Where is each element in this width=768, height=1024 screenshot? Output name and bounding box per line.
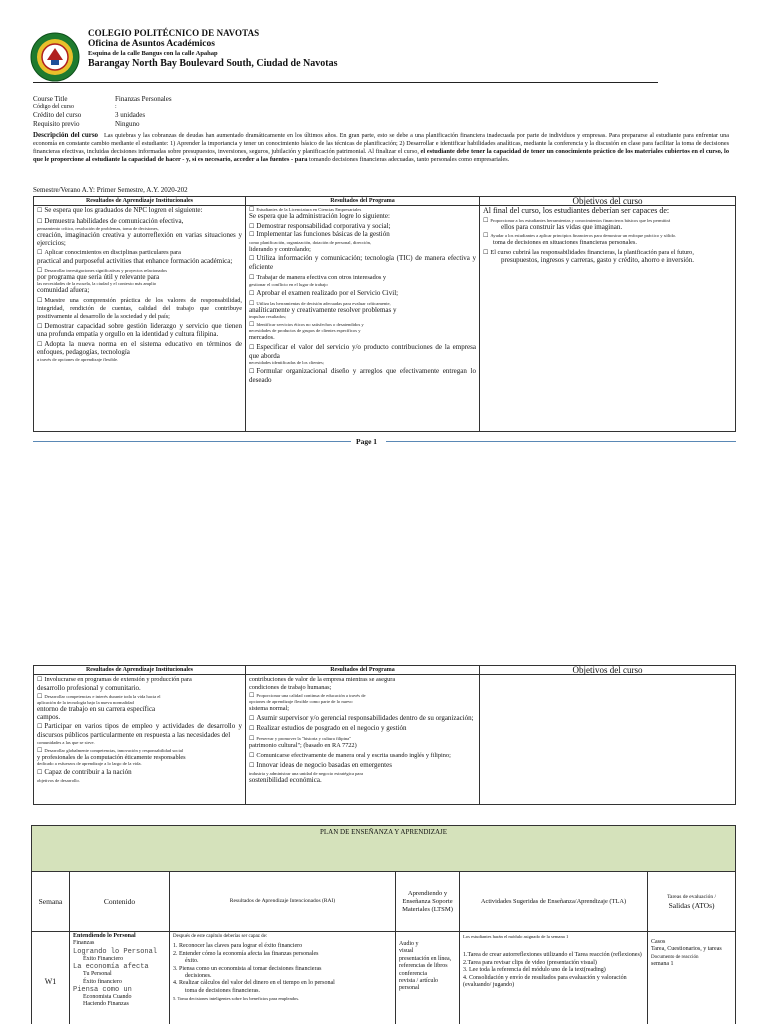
list-item: las necesidades de la escuela, la ciudad y el contexto más amplio — [37, 281, 157, 287]
list-item: Audio y — [399, 941, 419, 947]
course-code-value: : — [115, 104, 117, 110]
list-item: Entendiendo lo Personal — [73, 933, 136, 939]
ltsm-cell — [396, 932, 460, 1024]
institutional-outcomes-header: Resultados de Aprendizaje Institucionales — [34, 197, 246, 206]
list-item: contribuciones de valor de la empresa mientras se asegura — [249, 676, 396, 683]
list-item: visual — [399, 948, 414, 955]
program-outcomes-header: Resultados del Programa — [246, 197, 480, 206]
course-description — [33, 131, 729, 164]
course-objectives-cell — [480, 206, 736, 432]
course-objectives-cell — [480, 675, 736, 805]
ltsm-header: Aprendiendo y Enseñanza Soporte Materiales (LTSM) — [396, 872, 460, 932]
rai-header: Resultados de Aprendizaje Intencionados (RAI) — [170, 872, 396, 932]
list-item: comunidad afuera; — [37, 286, 90, 295]
list-item: necesidades identificadas de los clientes; — [249, 360, 325, 366]
list-item: ☐ Muestre una comprensión práctica de los valores de responsabilidad, integridad, rendición de cuentas, calidad del trabajo que contribuye positivamente al desarrollo de la sociedad y del país; — [37, 296, 242, 320]
content-cell — [70, 932, 170, 1024]
list-item: ☐ Ayudar a los estudiantes a aplicar principios financieros para demostrar un enfoque práctico y sólido. — [483, 233, 677, 240]
list-item: ☐ El curso cubrirá las responsabilidades financieras, la planificación para el futuro, — [483, 248, 694, 256]
outcomes-table-2 — [33, 665, 736, 805]
list-item: ☐ Aprobar el examen realizado por el Servicio Civil; — [249, 289, 399, 298]
list-item: presupuestos, ingresos y carreras, gasto y crédito, ahorro e inversión. — [501, 256, 695, 265]
ato-cell — [648, 932, 736, 1024]
list-item: campos. — [37, 712, 61, 721]
list-item: 1. Reconocer las claves para lograr el éxito financiero — [173, 943, 303, 950]
list-item: Éxito financiero — [83, 978, 122, 985]
list-item: ☐ Aplicar conocimientos en disciplinas particulares para — [37, 249, 181, 257]
page-divider-left — [33, 441, 351, 442]
list-item: Documento de reacción — [651, 954, 699, 960]
list-item: entorno de trabajo en su carrera específica — [37, 705, 156, 714]
barangay-address: Barangay North Bay Boulevard South, Ciudad de Navotas — [88, 58, 338, 69]
list-item: pensamiento crítico, resolución de problemas, toma de decisiones, — [37, 226, 159, 232]
list-item: gestionar el conflicto en el lugar de trabajo — [249, 282, 328, 288]
list-item: sistema normal; — [249, 705, 290, 713]
list-item: ☐ Demostrar capacidad sobre gestión liderazgo y servicio que tienen una profunda empatía y orgullo en la identidad y cultura filipina. — [37, 321, 242, 339]
list-item: Casos — [651, 939, 666, 945]
list-item: ☐ Desarrollar competencias e interés durante toda la vida hacia el — [37, 694, 161, 701]
list-item: desarrollo profesional y comunitario. — [37, 683, 141, 692]
institutional-outcomes-cell — [34, 675, 246, 805]
list-item: decisiones. — [185, 973, 212, 980]
list-item: ☐ Preservar y promover la "historia y cultura filipina" — [249, 735, 352, 742]
street-address: Esquina de la calle Bangus con la calle Apahap — [88, 50, 218, 57]
list-item: ☐ Innovar ideas de negocio basadas en emergentes — [249, 761, 392, 770]
list-item: toma de decisiones en situaciones financieras personales. — [493, 239, 637, 247]
course-credit-label: Crédito del curso — [33, 111, 82, 119]
list-item: impulsar resultados; — [249, 314, 287, 320]
list-item: objetivos de desarrollo. — [37, 777, 80, 783]
list-item: ☐ Comunicarse efectivamente de manera oral y escrita usando inglés y filipino; — [249, 751, 451, 759]
list-item: liderando y controlando; — [249, 245, 311, 253]
list-item: ☐ Especificar el valor del servicio y/o producto contribuciones de la empresa que aborda — [249, 342, 476, 360]
list-item: presentación en línea, — [399, 955, 452, 962]
list-item: 2. Entender cómo la economía afecta las finanzas personales — [173, 950, 319, 957]
course-objectives-header: Objetivos del curso — [480, 197, 736, 206]
list-item: ☐ Proporcionar una calidad continua de educación a través de — [249, 693, 366, 700]
list-item: creación, imaginación creativa y autorreflexión en varias situaciones y ejercicios; — [37, 231, 242, 247]
list-item: ☐ Desarrollar globalmente competencias, innovación y responsabilidad social — [37, 747, 184, 754]
list-item: Al final del curso, los estudiantes deberían ser capaces de: — [483, 206, 670, 215]
letterhead — [88, 28, 648, 69]
list-item: como planificación, organización, dotación de personal, dirección, — [249, 239, 372, 245]
list-item: ☐ Formular organizacional diseño y arreglos que efectivamente entregan lo deseado — [249, 367, 476, 384]
list-item: practical and purposeful activities that enhance formación académica; — [37, 256, 233, 265]
list-item: 5. Toma decisiones inteligentes sobre los beneficios para empleados. — [173, 996, 300, 1002]
list-item: patrimonio cultural"; (basado en RA 7722) — [249, 741, 357, 749]
list-item: ☐ Involucrarse en programas de extensión y producción para — [37, 676, 192, 683]
program-outcomes-cell — [246, 206, 480, 432]
ato-header-small: Tareas de evaluación / — [667, 894, 716, 900]
list-item: ☐ Demostrar responsabilidad corporativa y social; — [249, 221, 391, 230]
list-item: toma de decisiones financieras. — [185, 987, 260, 994]
list-item: opciones de aprendizaje flexible como parte de lo nuevo — [249, 699, 353, 705]
course-objectives-header: Objetivos del curso — [480, 666, 736, 675]
list-item: revista / artículo — [399, 978, 438, 985]
college-name: COLEGIO POLITÉCNICO DE NAVOTAS — [88, 28, 260, 38]
list-item: éxito. — [185, 958, 199, 965]
list-item: ☐ Adopta la nueva norma en el sistema educativo en términos de enfoques, pedagogías, tecnología — [37, 339, 242, 357]
list-item: ☐ Utiliza las herramientas de decisión adecuadas para evaluar críticamente, — [249, 300, 391, 307]
list-item: Finanzas — [73, 940, 95, 947]
list-item: Haciendo Finanzas — [83, 1001, 129, 1008]
list-item: semana 1 — [651, 961, 674, 968]
list-item: 3. Lee toda la referencia del módulo uno de la text(reading) — [463, 967, 606, 974]
list-item: ☐ Estudiantes de la Licenciatura en Ciencias Empresariales — [249, 207, 362, 213]
teaching-plan-table — [31, 825, 736, 1024]
course-title-label: Course Title — [33, 95, 68, 103]
list-item: 2.Tarea para revisar clips de video (presentación visual) — [463, 959, 597, 966]
office-name: Oficina de Asuntos Académicos — [88, 39, 215, 49]
list-item: ☐ Identificar servicios éticos no satisfechos o desatendidos y — [249, 322, 364, 329]
list-item: Piensa como un — [73, 986, 132, 995]
prerequisite-value: Ninguno — [115, 120, 140, 128]
prerequisite-label: Requisito previo — [33, 120, 80, 128]
list-item: aplicación de la tecnología bajo la nueva normalidad — [37, 700, 134, 706]
list-item: comunidades a las que se sirve. — [37, 739, 95, 745]
list-item: Economista Cuando — [83, 994, 132, 1001]
tla-cell — [460, 932, 648, 1024]
list-item: ☐ Demuestra habilidades de comunicación efectiva, — [37, 216, 184, 225]
week-header: Semana — [32, 872, 70, 932]
course-title-value: Finanzas Personales — [115, 95, 172, 103]
list-item: ☐ Participar en varios tipos de empleo y actividades de desarrollo y discursos públicos particularmente en respuesta a las necesidades del — [37, 722, 242, 739]
semester-line: Semestre/Verano A.Y: Primer Semestre, A.Y. 2020-202 — [33, 186, 188, 194]
list-item: a través de opciones de aprendizaje flexible. — [37, 356, 119, 362]
list-item: por programa que sería útil y relevante para — [37, 272, 160, 281]
list-item: ☐ Desarrollar investigaciones significativas y proyectos relacionados — [37, 267, 167, 274]
list-item: 3. Piensa como un economista al tomar decisiones financieras — [173, 965, 322, 972]
list-item: ☐ Implementar las funciones básicas de la gestión — [249, 230, 390, 239]
college-seal-logo — [30, 32, 80, 82]
list-item: y profesionales de la computación éticamente responsables — [37, 753, 186, 761]
list-item: Los estudiantes harán el módulo asignado de la semana 1 — [463, 934, 569, 939]
list-item: ☐ Capaz de contribuir a la nación — [37, 768, 132, 777]
list-item: 4. Realizar cálculos del valor del dinero en el tiempo en lo personal — [173, 980, 335, 987]
list-item: Se espera que la administración logre lo siguiente: — [249, 212, 390, 220]
list-item: conferencia — [399, 970, 427, 977]
program-outcomes-header: Resultados del Programa — [246, 666, 480, 675]
rai-cell — [170, 932, 396, 1024]
course-description-end: tomando decisiones financieras adecuadas, tanto personales como empresariales. — [309, 156, 510, 163]
week-cell: W1 — [32, 932, 70, 1024]
list-item: ☐ Utiliza información y comunicación; tecnología (TIC) de manera efectiva y eficiente — [249, 254, 476, 271]
course-description-label: Descripción del curso — [33, 131, 99, 139]
list-item: mercados. — [249, 334, 275, 342]
program-outcomes-cell — [246, 675, 480, 805]
list-item: ☐ Realizar estudios de posgrado en el negocio y gestión — [249, 724, 407, 733]
outcomes-table-1 — [33, 196, 736, 432]
header-divider — [33, 82, 658, 83]
course-description-text: Las quiebras y las cobranzas de deudas han aumentado dramáticamente en los últimos años. En gran parte, esto se debe a una planificación financiera inadecuada por parte de individuos y empresas. Para prepararse al estudiante para enfrentar una economía en constante cambio mediante el estudiante: 1) Aprender la importancia y tener un conocimiento básico de las técnicas de planificación; 2) Desarrollar e identificar habilidades analíticas, mediante la conferencia y la discusión en clase para facilitar la toma de decisiones financieras efectivas, incluidas decisiones informadas sobre presupuestos, inversiones, seguros, jubilación y planificación patrimonial. Al finalizar el curso, — [33, 132, 729, 155]
course-credit-value: 3 unidades — [115, 111, 146, 119]
list-item: referencias de libros — [399, 963, 448, 970]
plan-title: PLAN DE ENSEÑANZA Y APRENDIZAJE — [32, 826, 736, 872]
list-item: Tu Personal — [83, 971, 112, 978]
list-item: necesidades de productos de grupos de clientes específicos y — [249, 328, 361, 334]
list-item: 1.Tarea de crear autorreflexiones utilizando el Tarea reacción (reflexiones) — [463, 952, 642, 959]
ato-header — [648, 872, 736, 932]
list-item: Logrando lo Personal — [73, 947, 158, 956]
list-item: dedicado a esfuerzos de aprendizaje a lo largo de la vida. — [37, 761, 142, 767]
list-item: Tarea, Cuestionarios, y tareas — [651, 946, 722, 953]
institutional-outcomes-header: Resultados de Aprendizaje Institucionales — [34, 666, 246, 675]
list-item: Éxito Financiero — [83, 955, 124, 962]
course-code-label: Código del curso — [33, 104, 74, 110]
list-item: 4. Consolidación y envío de resultados para evaluación y valoración (evaluando/ jugando) — [463, 974, 627, 989]
list-item: industria y administrar una unidad de negocio estratégica para — [249, 770, 364, 776]
list-item: personal — [399, 985, 420, 992]
list-item: ☐ Trabajar de manera efectiva con otros interesados y — [249, 273, 387, 281]
list-item: ☐ Se espera que los graduados de NPC logren el siguiente: — [37, 206, 203, 214]
page-divider-right — [386, 441, 736, 442]
list-item: ☐ Asumir supervisor y/o gerencial responsabilidades dentro de su organización; — [249, 713, 474, 722]
page-number: Page 1 — [356, 437, 378, 446]
tla-header: Actividades Sugeridas de Enseñanza/Aprendizaje (TLA) — [460, 872, 648, 932]
list-item: La economía afecta — [73, 963, 149, 972]
list-item: ☐ Proporcionar a los estudiantes herramientas y conocimientos financieros básicos que les permitirá — [483, 217, 671, 224]
course-description-bold: el estudiante debe tener la capacidad de tener un conocimiento práctico de los materiales cubiertos en el curso, lo que le proporcione al estudiante la capacidad de hacer - y, si es necesario, acceder a las fuentes - para — [33, 148, 730, 163]
list-item: Después de este capítulo deberías ser capaz de: — [173, 934, 268, 939]
content-header: Contenido — [70, 872, 170, 932]
list-item: ellos para construir las vidas que imaginan. — [501, 222, 623, 231]
institutional-outcomes-cell — [34, 206, 246, 432]
list-item: analíticamente y creativamente resolver problemas y — [249, 305, 397, 314]
ato-header-main: Salidas (ATOs) — [668, 900, 715, 910]
list-item: sostenibilidad económica. — [249, 775, 322, 784]
list-item: condiciones de trabajo humanas; — [249, 683, 332, 691]
